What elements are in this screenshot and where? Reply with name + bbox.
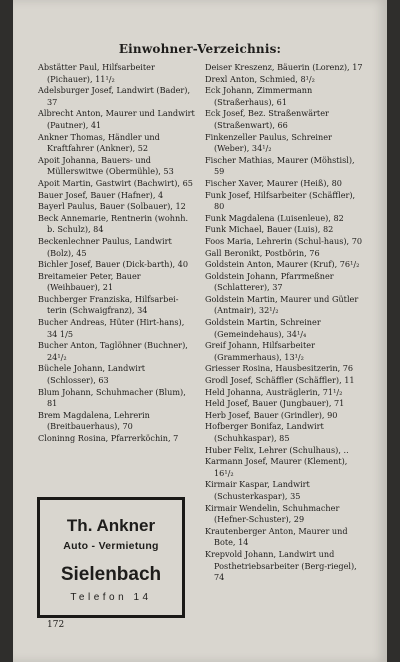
directory-entry: Albrecht Anton, Maurer und Landwirt (Pautner), 41 [38,108,195,130]
directory-entry: Beck Annemarie, Rentnerin (wohnh. b. Schulz), 84 [38,212,189,235]
directory-entry: Funk Michael, Bauer (Luis), 82 [205,224,334,235]
directory-entry: Cloninng Rosina, Pfarrerköchin, 7 [38,433,179,443]
left-column [38,62,196,445]
directory-entry: Bichler Josef, Bauer (Dick-barth), 40 [38,259,189,270]
advertisement-box [37,497,185,618]
directory-entry: Huber Felix, Lehrer (Schulhaus), .. [205,444,349,455]
directory-entry: Gall Beronikt, Postbörin, 76 [205,247,320,258]
book-page [13,0,387,662]
directory-entry: Goldstein Martin, Schreiner (Gemeindehaus), 34¹/₄ [205,317,321,339]
directory-entry: Funk Josef, Hilfsarbeiter (Schäffler), 80 [205,189,356,212]
directory-entry: Brem Magdalena, Lehrerin (Breitbauerhaus), 70 [38,409,150,432]
directory-entry: Apoit Johanna, Bauers- und Müllerswitwe (Obermühle), 53 [38,154,174,177]
directory-entry: Goldstein Anton, Maurer (Kruf), 76¹/₂ [205,259,360,270]
directory-entry: Bauer Josef, Bauer (Hafner), 4 [38,189,164,200]
directory-entry: Buchberger Franziska, Hilfsarbei-terin (Schwaigfranz), 34 [38,293,179,316]
directory-entry: Kirmair Wendelin, Schuhmacher (Hefner-Schuster), 29 [205,502,340,525]
directory-entry: Goldstein Martin, Maurer und Gütler (Antmair), 32¹/₂ [205,293,359,316]
directory-entry: Eck Josef, Bez. Straßenwärter (Straßenwart), 66 [205,108,329,130]
directory-entry: Held Johanna, Austräglerin, 71¹/₂ [205,386,343,397]
directory-entry: Deiser Kreszenz, Bäuerin (Lorenz), 17 [205,62,363,72]
directory-entry: Fischer Mathias, Maurer (Möhstisl), 59 [205,154,355,177]
directory-entry: Herb Josef, Bauer (Grindler), 90 [205,409,338,420]
directory-entry: Bayerl Paulus, Bauer (Solbauer), 12 [38,201,186,212]
directory-entry: Held Josef, Bauer (Jungbauer), 71 [205,398,345,409]
directory-entry: Büchele Johann, Landwirt (Schlosser), 63 [38,363,146,386]
ad-city: Sielenbach [60,564,162,585]
directory-entry: Goldstein Johann, Pfarrmeßner (Schlatterer), 37 [205,270,334,293]
right-column [205,62,363,584]
directory-entry: Drexl Anton, Schmied, 8¹/₂ [205,73,315,84]
directory-entry: Kirmair Kaspar, Landwirt (Schusterkaspar), 35 [205,479,310,501]
directory-entry: Krepvold Johann, Landwirt und Posthetriebsarbeiter (Berg-riegel), 74 [205,548,357,583]
directory-entry: Grodl Josef, Schäffler (Schäffler), 11 [205,375,355,386]
page-number: 172 [47,620,65,630]
directory-entry: Apoit Martin, Gastwirt (Bachwirt), 65 [38,177,193,188]
directory-entry: Bucher Andreas, Hüter (Hirt-hans), 34 1/5 [38,317,185,339]
directory-entry: Eck Johann, Zimmermann (Straßerhaus), 61 [205,85,313,107]
directory-entry: Ankner Thomas, Händler und Kraftfahrer (Ankner), 52 [38,131,160,154]
directory-entry: Funk Magdalena (Luisenleue), 82 [205,212,344,223]
directory-entry: Griesser Rosina, Hausbesitzerin, 76 [205,363,354,374]
directory-entry: Karmann Josef, Maurer (Klement), 16¹/₂ [205,456,348,478]
directory-entry: Greif Johann, Hilfsarbeiter (Grammerhaus), 13¹/₂ [205,340,315,362]
directory-entry: Finkenzeller Paulus, Schreiner (Weber), 34¹/₂ [205,131,332,154]
directory-entry: Breitameier Peter, Bauer (Weihbauer), 21 [38,270,141,293]
directory-entry: Bucher Anton, Taglöhner (Buchner), 24¹/₂ [38,340,188,362]
directory-entry: Foos Maria, Lehrerin (Schul-haus), 70 [205,235,363,246]
directory-entry: Blum Johann, Schuhmacher (Blum), 81 [38,386,186,409]
ad-subtitle: Auto - Vermietung [63,540,159,552]
directory-entry: Krautenberger Anton, Maurer und Bote, 14 [205,525,348,548]
ad-company-name: Th. Ankner [66,516,156,535]
ad-phone: Telefon 14 [70,592,152,603]
directory-entry: Adelsburger Josef, Landwirt (Bader), 37 [38,85,191,107]
directory-entry: Beckenlechner Paulus, Landwirt (Bolz), 45 [38,235,172,258]
directory-title: Einwohner-Verzeichnis: [118,42,282,56]
directory-entry: Fischer Xaver, Maurer (Heiß), 80 [205,177,342,188]
directory-entry: Hofberger Bonifaz, Landwirt (Schuhkaspar), 85 [205,421,324,443]
directory-entry: Abstätter Paul, Hilfsarbeiter (Pichauer), 11¹/₂ [38,62,155,84]
